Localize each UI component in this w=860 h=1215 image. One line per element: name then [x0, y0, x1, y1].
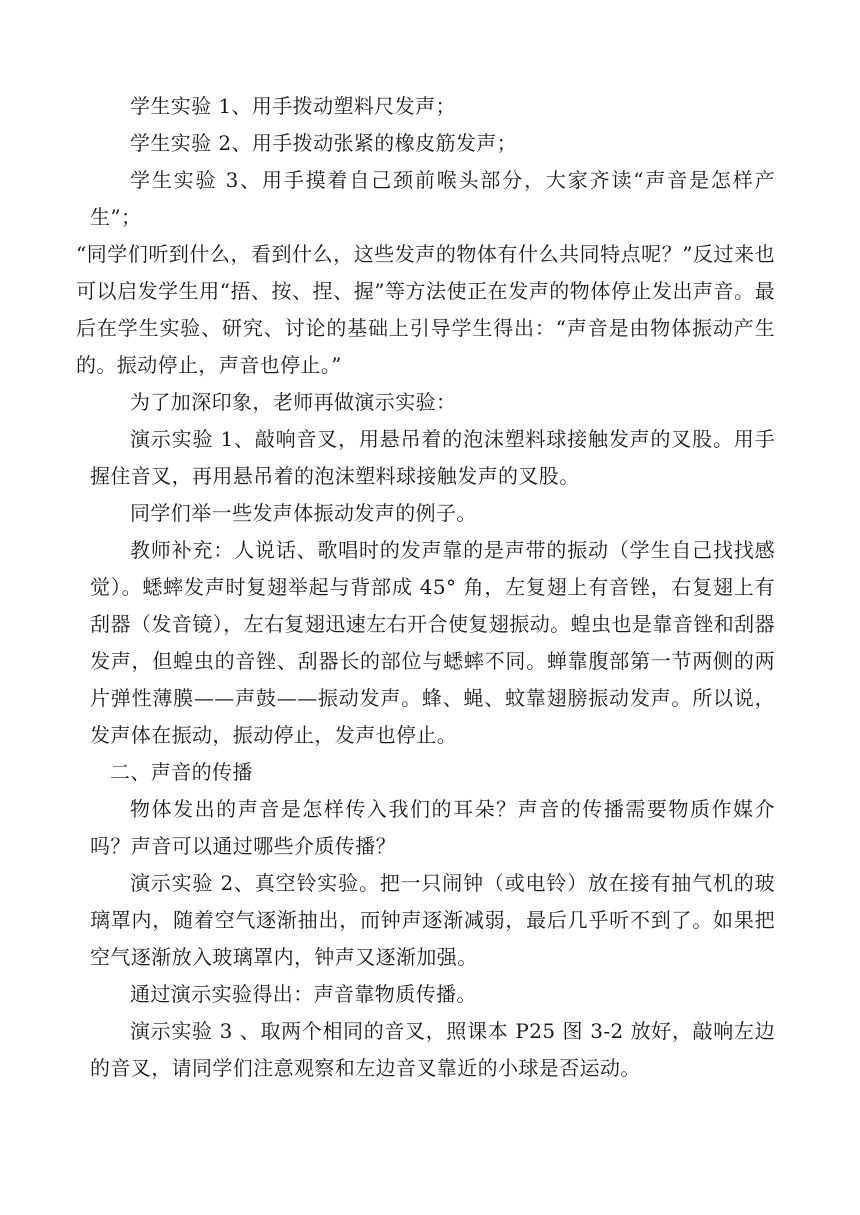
paragraph-question-discussion: “同学们听到什么，看到什么，这些发声的物体有什么共同特点呢？”反过来也可以启发学生用“捂、按、捏、握”等方法使正在发声的物体停止发出声音。最后在学生实验、研究、讨论的基础上引导学生得出：“声音是由物体振动产生的。振动停止，声音也停止。”	[76, 242, 775, 377]
paragraph-propagation-question: 物体发出的声音是怎样传入我们的耳朵？声音的传播需要物质作媒介吗？声音可以通过哪些介质传播？	[90, 797, 775, 858]
paragraph-demo-experiment-3: 演示实验 3 、取两个相同的音叉，照课本 P25 图 3-2 放好，敲响左边的音叉，请同学们注意观察和左边音叉靠近的小球是否运动。	[90, 1019, 775, 1080]
paragraph-demo-experiment-2: 演示实验 2、真空铃实验。把一只闹钟（或电铃）放在接有抽气机的玻璃罩内，随着空气逐渐抽出，而钟声逐渐减弱，最后几乎听不到了。如果把空气逐渐放入玻璃罩内，钟声又逐渐加强。	[90, 871, 775, 969]
paragraph-student-experiment-3: 学生实验 3、用手摸着自己颈前喉头部分，大家齐读“声音是怎样产生”；	[90, 168, 775, 229]
paragraph-student-experiment-1: 学生实验 1、用手拨动塑料尺发声；	[130, 94, 456, 118]
paragraph-deepen-impression: 为了加深印象，老师再做演示实验：	[130, 390, 457, 414]
paragraph-conclusion: 通过演示实验得出：声音靠物质传播。	[130, 982, 477, 1006]
section-heading-sound-propagation: 二、声音的传播	[110, 760, 253, 784]
paragraph-demo-experiment-1: 演示实验 1、敲响音叉，用悬吊着的泡沫塑料球接触发声的叉股。用手握住音叉，再用悬吊着的泡沫塑料球接触发声的叉股。	[90, 427, 775, 488]
document-body	[76, 88, 775, 1087]
paragraph-student-experiment-2: 学生实验 2、用手拨动张紧的橡皮筋发声；	[130, 131, 518, 155]
paragraph-examples: 同学们举一些发声体振动发声的例子。	[130, 501, 477, 525]
paragraph-teacher-supplement: 教师补充：人说话、歌唱时的发声靠的是声带的振动（学生自己找找感觉）。蟋蟀发声时复翅举起与背部成 45° 角，左复翅上有音锉，右复翅上有刮器（发音镜），左右复翅迅速左右开合使复翅振动。蝗虫也是靠音锉和刮器发声，但蝗虫的音锉、刮器长的部位与蟋蟀不同。蝉靠腹部第一节两侧的两片弹性薄膜——声鼓——振动发声。蜂、蝇、蚊靠翅膀振动发声。所以说，发声体在振动，振动停止，发声也停止。	[90, 538, 775, 747]
